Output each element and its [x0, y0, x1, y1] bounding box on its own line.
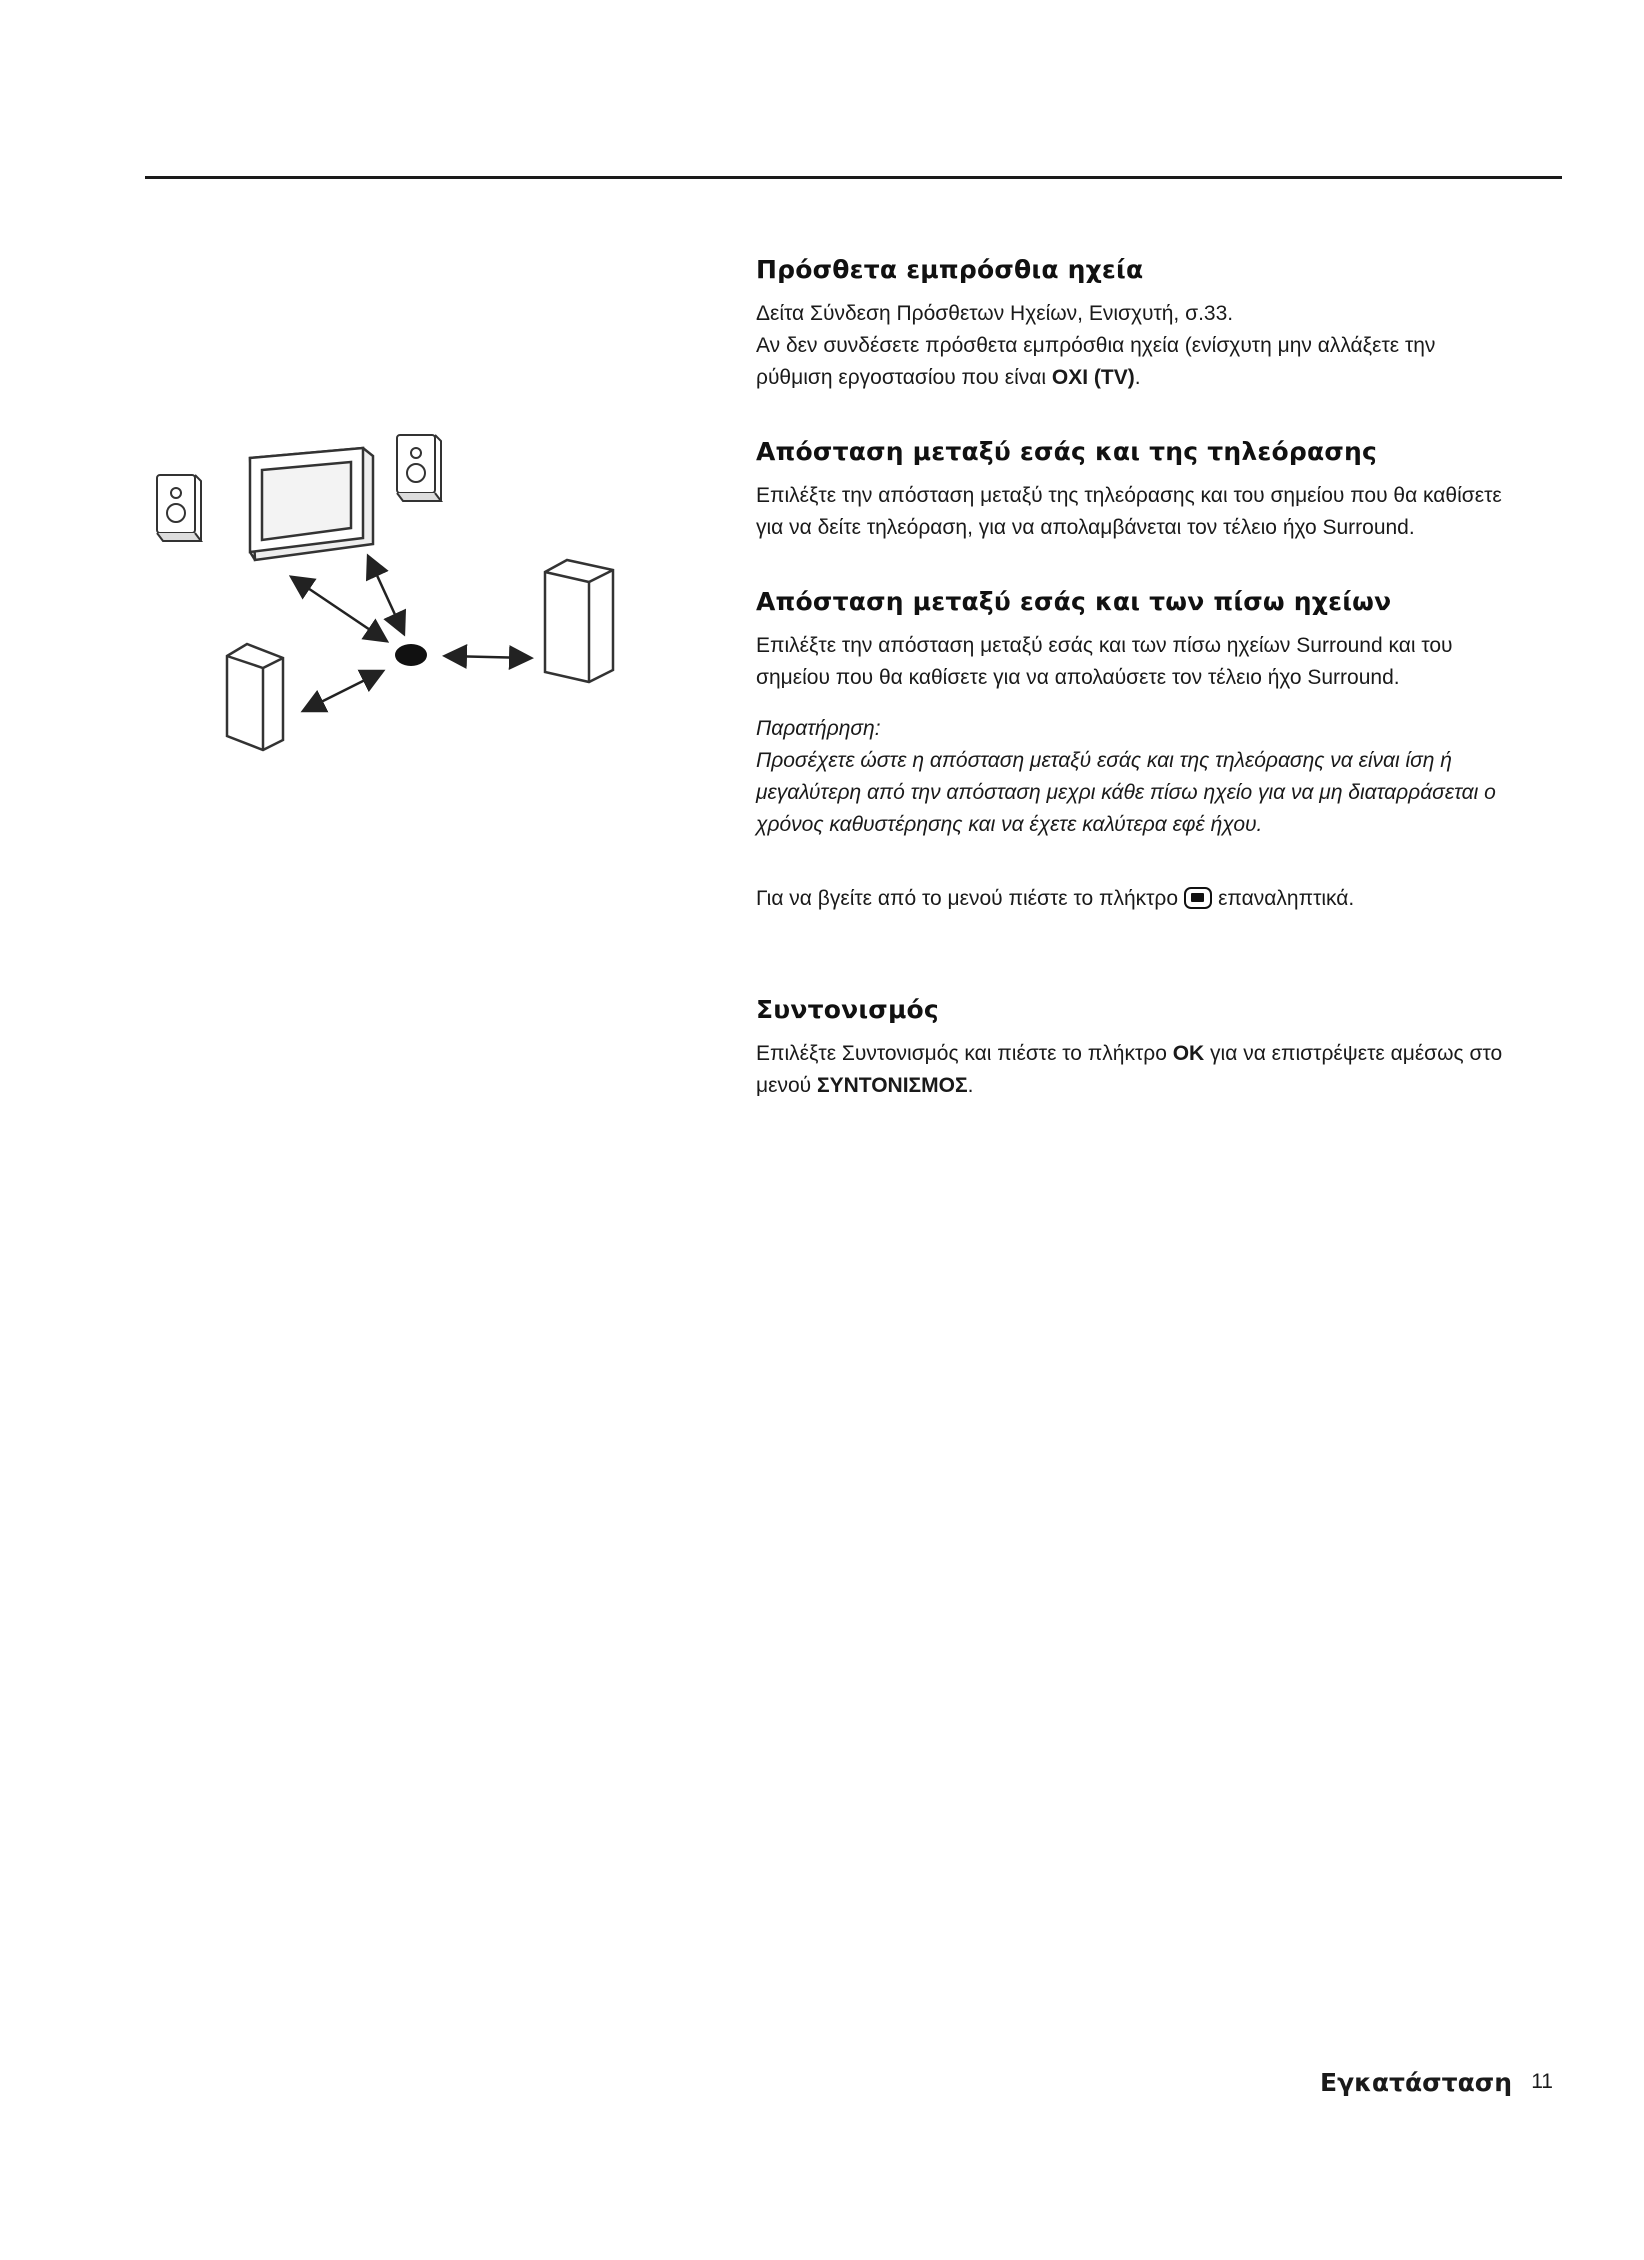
- text-span: .: [967, 1074, 974, 1097]
- ok-key-label: OK: [1172, 1042, 1205, 1065]
- text-span: .: [1134, 366, 1141, 389]
- tv-icon: [250, 448, 373, 560]
- top-rule: [145, 176, 1562, 179]
- section-text: Δείτα Σύνδεση Πρόσθετων Ηχείων, Ενισχυτή, σ.33.: [756, 302, 1234, 325]
- arrow-listener-rear-right: [447, 656, 529, 658]
- rear-right-speaker-icon: [545, 560, 613, 682]
- note-text: μεγαλύτερη από την απόσταση μεχρι κάθε πίσω ηχείο για να μη διαταρράσεται ο: [756, 781, 1496, 804]
- section-text: για να δείτε τηλεόραση, για να απολαμβάνεται τον τέλειο ήχο Surround.: [756, 516, 1415, 539]
- text-span: μενού: [756, 1074, 817, 1097]
- section-heading: Συντονισμός: [756, 995, 939, 1024]
- section-additional-front-speakers: [756, 255, 1435, 394]
- page-number: 11: [1531, 2070, 1553, 2093]
- arrow-listener-rear-left: [305, 672, 381, 710]
- section-text: Επιλέξτε την απόσταση μεταξύ εσάς και των πίσω ηχείων Surround και του: [756, 634, 1453, 657]
- section-heading: Απόσταση μεταξύ εσάς και των πίσω ηχείων: [756, 587, 1392, 616]
- speaker-placement-illustration: [145, 420, 635, 760]
- section-text: Αν δεν συνδέσετε πρόσθετα εμπρόσθια ηχεία (ενίσχυτη μην αλλάξετε την: [756, 334, 1436, 357]
- menu-key-icon: [1184, 887, 1212, 909]
- text-span: για να επιστρέψετε αμέσως στο: [1204, 1042, 1503, 1065]
- note-block: [756, 713, 1496, 841]
- note-label: Παρατήρηση:: [756, 717, 881, 740]
- section-heading: Απόσταση μεταξύ εσάς και της τηλεόρασης: [756, 437, 1378, 466]
- arrow-tv-listener: [293, 578, 385, 640]
- exit-instruction: [756, 883, 1354, 915]
- listener-position-icon: [395, 644, 427, 666]
- rear-left-speaker-icon: [227, 644, 283, 750]
- arrow-front-speaker-listener: [369, 558, 403, 632]
- tuning-menu-label: ΣΥΝΤΟΝΙΣΜΟΣ: [816, 1074, 968, 1097]
- exit-text: [756, 883, 1354, 915]
- text-span: Επιλέξτε Συντονισμός και πιέστε το πλήκτρο: [756, 1042, 1173, 1065]
- section-text: [756, 1070, 1502, 1102]
- note-text: χρόνος καθυστέρησης και να έχετε καλύτερα εφέ ήχου.: [756, 813, 1263, 836]
- front-left-speaker-icon: [157, 475, 201, 541]
- section-distance-tv: [756, 437, 1502, 544]
- text-span: επαναληπτικά.: [1218, 887, 1355, 910]
- section-text: σημείου που θα καθίσετε για να απολαύσετε τον τέλειο ήχο Surround.: [756, 666, 1400, 689]
- note-text: Προσέχετε ώστε η απόσταση μεταξύ εσάς και της τηλεόρασης να είναι ίση ή: [756, 749, 1452, 772]
- text-span: ρύθμιση εργοστασίου που είναι: [756, 366, 1052, 389]
- section-tuning: [756, 995, 1502, 1102]
- section-text: [756, 1038, 1502, 1070]
- factory-setting-value: OXI (TV): [1051, 366, 1135, 389]
- section-heading: Πρόσθετα εμπρόσθια ηχεία: [756, 255, 1144, 284]
- footer-section-title: Εγκατάσταση: [1320, 2068, 1513, 2097]
- section-text: [756, 362, 1435, 394]
- front-right-speaker-icon: [397, 435, 441, 501]
- section-distance-rear-speakers: [756, 587, 1453, 694]
- section-text: Επιλέξτε την απόσταση μεταξύ της τηλεόρασης και του σημείου που θα καθίσετε: [756, 484, 1502, 507]
- page-footer: [1300, 2068, 1565, 2108]
- text-span: Για να βγείτε από το μενού πιέστε το πλήκτρο: [756, 887, 1179, 910]
